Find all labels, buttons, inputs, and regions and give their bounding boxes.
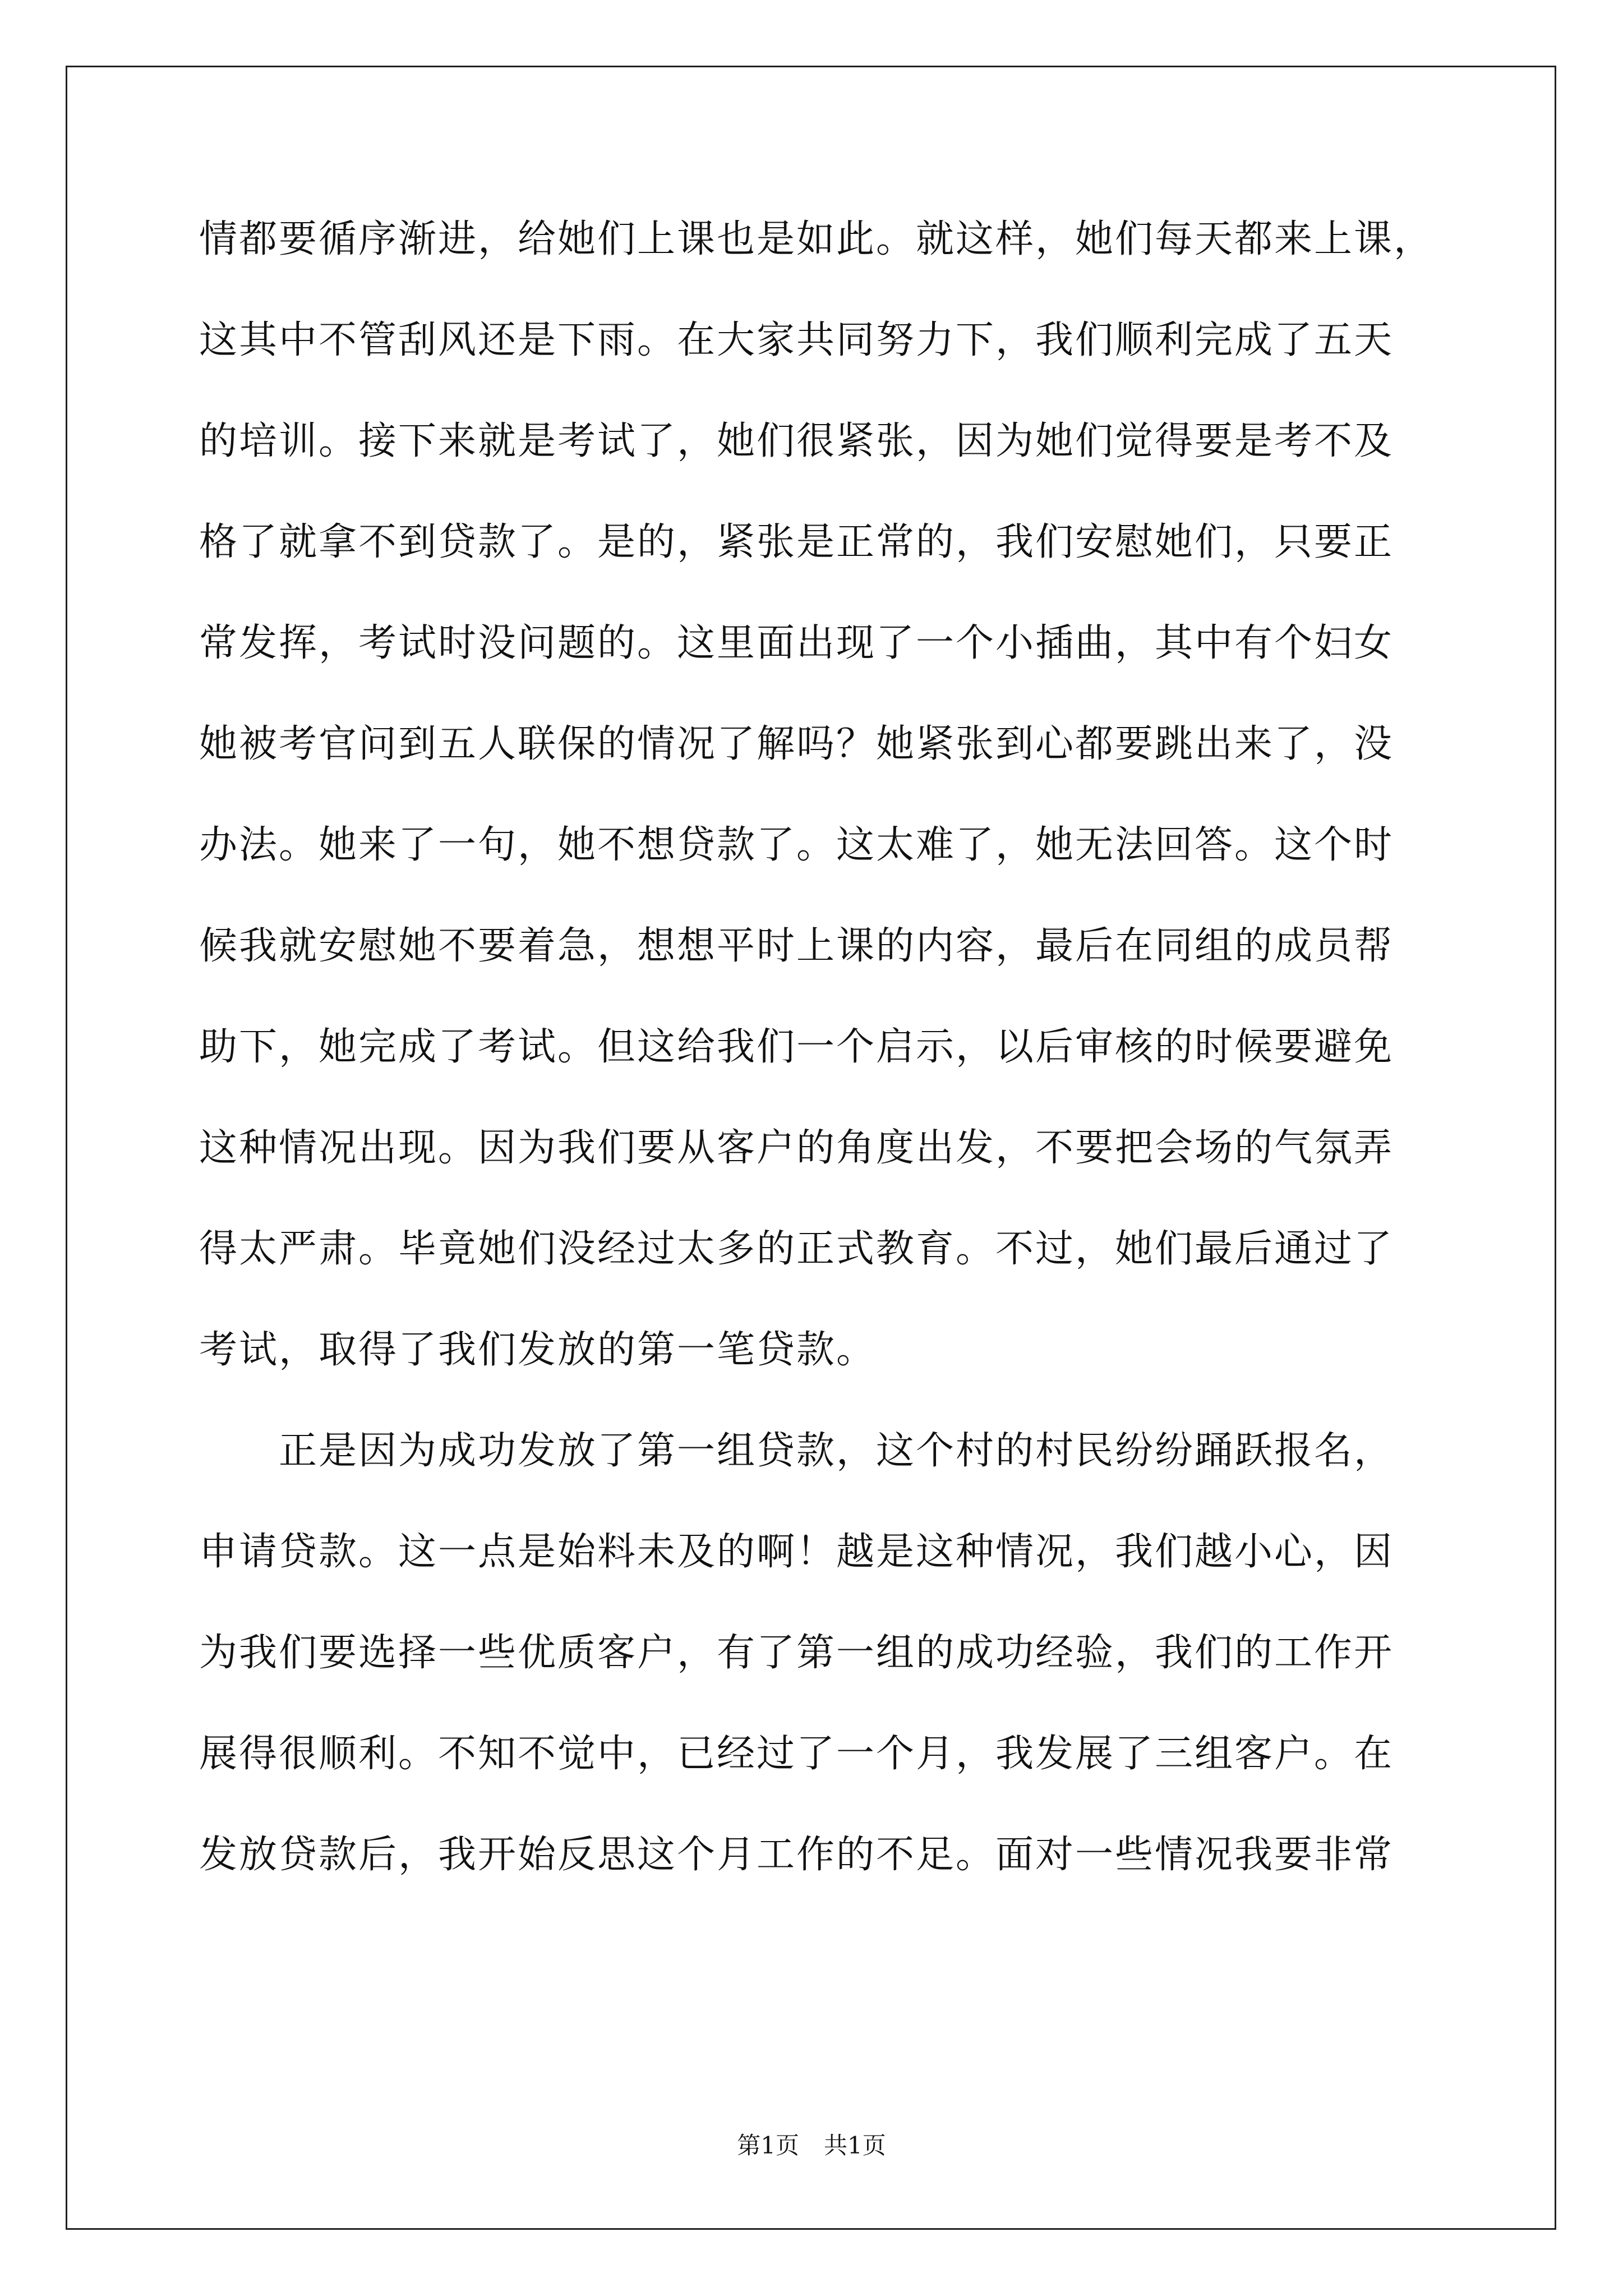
text-line: 得太严肃。毕竟她们没经过太多的正式教育。不过，她们最后通过了 <box>199 1227 1394 1271</box>
text-line: 的培训。接下来就是考试了，她们很紧张，因为她们觉得要是考不及 <box>199 419 1394 463</box>
text-line: 候我就安慰她不要着急，想想平时上课的内容，最后在同组的成员帮 <box>199 924 1394 968</box>
text-line: 正是因为成功发放了第一组贷款，这个村的村民纷纷踊跃报名， <box>199 1429 1394 1473</box>
text-line: 常发挥，考试时没问题的。这里面出现了一个小插曲，其中有个妇女 <box>199 621 1394 665</box>
text-line: 这种情况出现。因为我们要从客户的角度出发，不要把会场的气氛弄 <box>199 1126 1394 1170</box>
page-number: 第1页 <box>737 2132 799 2159</box>
text-line: 她被考官问到五人联保的情况了解吗？她紧张到心都要跳出来了，没 <box>199 722 1394 766</box>
text-line: 情都要循序渐进，给她们上课也是如此。就这样，她们每天都来上课， <box>199 217 1434 261</box>
text-line: 展得很顺利。不知不觉中，已经过了一个月，我发展了三组客户。在 <box>199 1732 1394 1776</box>
page-total: 共1页 <box>824 2132 886 2159</box>
text-line: 格了就拿不到贷款了。是的，紧张是正常的，我们安慰她们，只要正 <box>199 520 1394 564</box>
text-line: 考试，取得了我们发放的第一笔贷款。 <box>199 1328 877 1372</box>
page-footer <box>0 2129 1623 2162</box>
text-line: 这其中不管刮风还是下雨。在大家共同努力下，我们顺利完成了五天 <box>199 318 1394 362</box>
text-line: 发放贷款后，我开始反思这个月工作的不足。面对一些情况我要非常 <box>199 1833 1394 1877</box>
text-line: 为我们要选择一些优质客户，有了第一组的成功经验，我们的工作开 <box>199 1631 1394 1675</box>
text-line: 申请贷款。这一点是始料未及的啊！越是这种情况，我们越小心，因 <box>199 1530 1394 1574</box>
text-line: 助下，她完成了考试。但这给我们一个启示，以后审核的时候要避免 <box>199 1025 1394 1069</box>
text-line: 办法。她来了一句，她不想贷款了。这太难了，她无法回答。这个时 <box>199 823 1394 867</box>
